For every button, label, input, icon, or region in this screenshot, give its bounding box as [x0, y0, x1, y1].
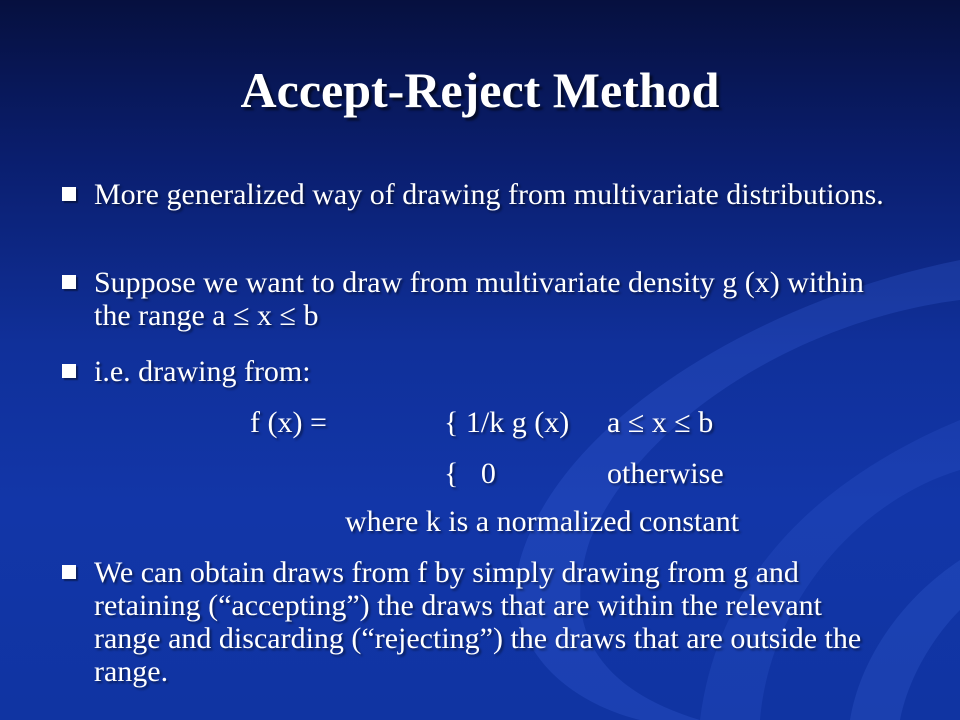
square-bullet-icon	[62, 275, 76, 289]
bullet-item	[94, 556, 894, 688]
equation-case1-cond: a ≤ x ≤ b	[607, 406, 714, 439]
equation-case2-cond: otherwise	[607, 457, 724, 490]
equation-lhs: f (x) =	[250, 406, 327, 439]
bullet-item	[94, 178, 894, 211]
bullet-item	[94, 266, 894, 332]
bullet-text: i.e. drawing from:	[94, 355, 311, 388]
square-bullet-icon	[62, 187, 76, 201]
bullet-item	[94, 355, 894, 388]
equation-case1-expr: { 1/k g (x)	[444, 406, 570, 439]
bullet-text: We can obtain draws from f by simply drawing from g and retaining (“accepting”) the draws that are within the relevant range and discarding (“rejecting”) the draws that are outside the range.	[94, 556, 862, 688]
equation-case2-expr: { 0	[444, 457, 496, 490]
bullet-text: Suppose we want to draw from multivariate density g (x) within the range a ≤ x ≤ b	[94, 266, 864, 332]
equation-note: where k is a normalized constant	[345, 505, 740, 538]
bullet-text: More generalized way of drawing from multivariate distributions.	[94, 178, 884, 211]
square-bullet-icon	[62, 565, 76, 579]
slide-title: Accept-Reject Method	[240, 62, 720, 118]
square-bullet-icon	[62, 364, 76, 378]
